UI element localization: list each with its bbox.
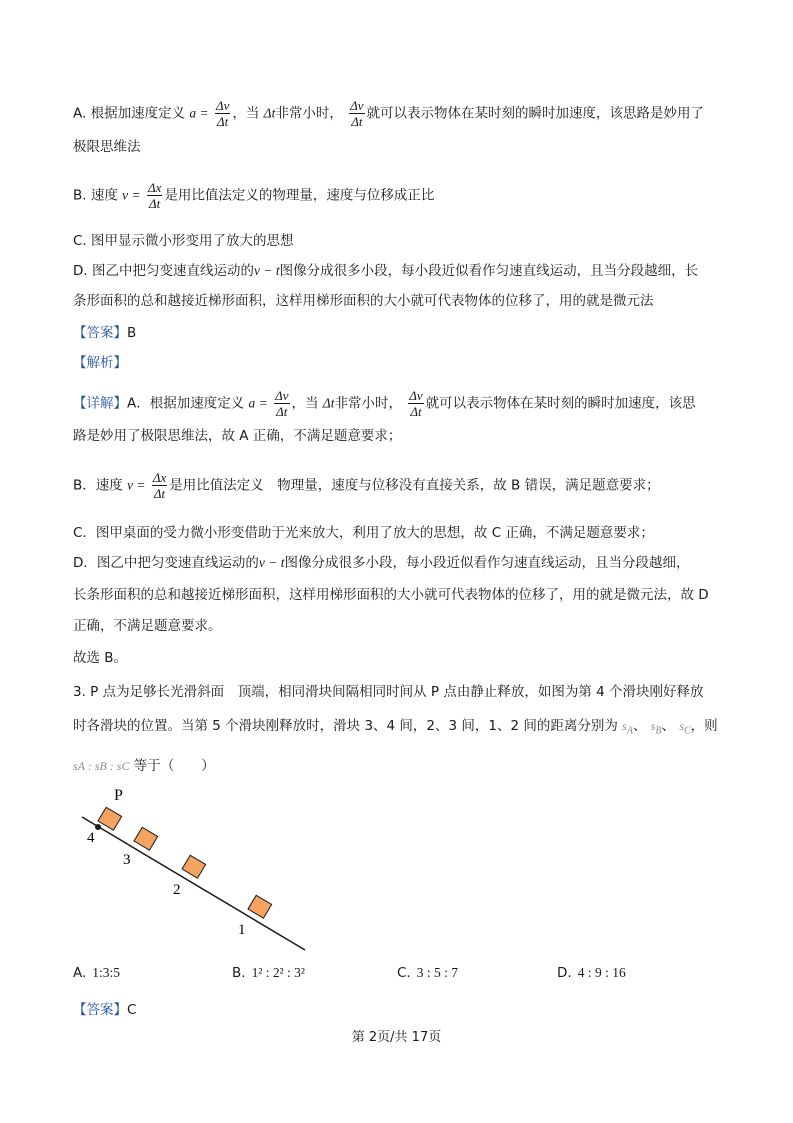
text: 是用比值法定义 物理量，速度与位移没有直接关系，故 B 错误，满足题意要求；	[169, 477, 660, 494]
frac-num: Δx	[147, 180, 162, 195]
text: ，则	[690, 718, 718, 734]
text: D. 图乙中把匀变速直线运动的	[73, 263, 254, 279]
text: ，当	[232, 105, 260, 122]
frac-num: Δx	[152, 470, 167, 485]
choice-value: 3 : 5 : 7	[416, 965, 458, 980]
answer-line-2	[73, 1000, 136, 1020]
detail-d	[73, 553, 690, 573]
block-1-rect	[248, 895, 272, 918]
detail-a	[73, 388, 696, 419]
frac-num: Δv	[350, 98, 364, 113]
sub: B	[655, 725, 662, 737]
text: 就可以表示物体在某时刻的瞬时加速度，该思	[425, 395, 696, 412]
option-b-statement	[73, 180, 434, 211]
velocity-symbol: v =	[127, 477, 146, 493]
detail-c: C．图甲桌面的受力微小形变借助于光来放大，利用了放大的思想，故 C 正确，不满足题意要求；	[73, 525, 654, 541]
incline-line	[82, 817, 305, 950]
text: 图像分成很多小段，每小段近似看作匀速直线运动，且当分段越细，	[284, 555, 690, 571]
frac-num: Δv	[409, 388, 423, 403]
choice-d	[557, 965, 626, 981]
point-p-label: P	[114, 787, 123, 804]
frac-den: Δt	[351, 114, 363, 129]
option-b-label: B. 速度	[73, 187, 118, 204]
text: 时各滑块的位置。当第 5 个滑块刚释放时，滑块 3、4 间，2、3 间，1、2 间的距离分别为	[73, 718, 618, 734]
text: 非常小时，	[275, 105, 343, 122]
fraction-dx-dt	[152, 470, 167, 501]
detail-b	[73, 470, 660, 501]
delta-t: Δt	[322, 395, 335, 411]
text: 是用比值法定义的物理量，速度与位移成正比	[164, 187, 435, 204]
detail-tag: 【详解】	[73, 395, 127, 412]
sC-symbol	[679, 719, 691, 737]
block-4	[98, 807, 122, 830]
text: B．速度	[73, 477, 123, 494]
text: D．图乙中把匀变速直线运动的	[73, 555, 259, 571]
detail-a-line2: 路是妙用了极限思维法，故 A 正确，不满足题意要求；	[73, 428, 402, 444]
choice-b	[232, 965, 305, 981]
point-p-dot	[95, 824, 101, 830]
sub: A	[626, 725, 633, 737]
block-2-label: 2	[173, 882, 181, 898]
option-a-line2: 极限思维法	[73, 139, 141, 155]
choice-value: 1² : 2² : 3²	[251, 965, 305, 980]
choice-letter: B.	[232, 965, 246, 981]
velocity-symbol: v =	[122, 187, 141, 203]
fraction-dv-dt	[408, 388, 423, 419]
frac-den: Δt	[276, 404, 288, 419]
fraction-dv-dt	[349, 98, 364, 129]
question-3-line3	[73, 756, 215, 776]
answer-line	[73, 323, 136, 343]
fraction-dv-dt	[215, 98, 230, 129]
block-4-rect	[98, 807, 122, 830]
frac-den: Δt	[217, 114, 229, 129]
sep: 、	[661, 718, 676, 734]
option-d-line2: 条形面积的总和越接近梯形面积，这样用梯形面积的大小就可代表物体的位移了，用的就是微元法	[73, 293, 654, 309]
detail-d-line2: 长条形面积的总和越接近梯形面积，这样用梯形面积的大小就可代表物体的位移了，用的就是微元法，故 D	[73, 587, 709, 603]
s: s	[650, 719, 656, 733]
analysis-line	[73, 353, 127, 373]
sA-symbol	[622, 719, 633, 737]
fraction-dx-dt	[147, 180, 162, 211]
delta-t: Δt	[263, 105, 276, 121]
s: s	[679, 719, 684, 733]
option-d-statement	[73, 261, 698, 281]
detail-d-line3: 正确，不满足题意要求。	[73, 618, 222, 634]
frac-den: Δt	[153, 486, 166, 501]
choice-a	[73, 965, 120, 981]
choice-value: 4 : 9 : 16	[577, 965, 626, 980]
choice-c	[397, 965, 458, 981]
block-2-rect	[182, 855, 206, 878]
ratio-expression: sA : sB : sC	[73, 759, 130, 773]
answer-tag: 【答案】	[73, 325, 127, 341]
choice-letter: A.	[73, 965, 87, 981]
answer-value: B	[127, 325, 137, 341]
text: A．根据加速度定义	[127, 395, 245, 412]
answer-tag: 【答案】	[73, 1002, 127, 1018]
frac-num: Δv	[275, 388, 289, 403]
sub: C	[684, 725, 691, 737]
s: s	[622, 719, 627, 733]
option-a-label: A. 根据加速度定义	[73, 105, 186, 122]
block-1	[248, 895, 272, 918]
choice-letter: D.	[557, 965, 572, 981]
block-2	[182, 855, 206, 878]
text: 非常小时，	[334, 395, 402, 412]
frac-den: Δt	[410, 404, 422, 419]
sB-symbol	[650, 719, 662, 737]
block-4-label: 4	[87, 830, 95, 846]
answer-value: C	[127, 1002, 137, 1018]
incline-figure	[70, 775, 320, 955]
text: ，当	[291, 395, 319, 412]
page-footer: 第 2页/共 17页	[351, 1030, 442, 1045]
frac-num: Δv	[215, 98, 230, 113]
block-3	[134, 827, 158, 850]
analysis-tag: 【解析】	[73, 355, 127, 371]
choice-value: 1:3:5	[92, 965, 121, 980]
block-3-rect	[134, 827, 158, 850]
vt-symbol: v − t	[253, 263, 280, 278]
block-1-label: 1	[238, 922, 246, 938]
fraction-dv-dt	[274, 388, 289, 419]
question-3-line2	[73, 716, 718, 741]
text: 图像分成很多小段，每小段近似看作匀速直线运动，且当分段越细，长	[279, 263, 699, 279]
option-c-statement: C. 图甲显示微小形变用了放大的思想	[73, 233, 294, 249]
option-a-statement	[73, 98, 704, 129]
sep: 、	[632, 718, 647, 734]
accel-symbol: a =	[189, 105, 209, 121]
text: 就可以表示物体在某时刻的瞬时加速度，该思路是妙用了	[366, 105, 705, 122]
choice-letter: C.	[397, 965, 411, 981]
block-3-label: 3	[123, 852, 131, 868]
question-3-line1: 3. P 点为足够长光滑斜面 顶端，相同滑块间隔相同时间从 P 点由静止释放，如图为第 4 个滑块刚好释放	[73, 684, 704, 700]
vt-symbol: v − t	[258, 555, 285, 570]
text: 等于（ ）	[133, 758, 215, 774]
accel-symbol: a =	[248, 395, 268, 411]
frac-den: Δt	[149, 196, 161, 211]
conclusion: 故选 B。	[73, 650, 128, 666]
